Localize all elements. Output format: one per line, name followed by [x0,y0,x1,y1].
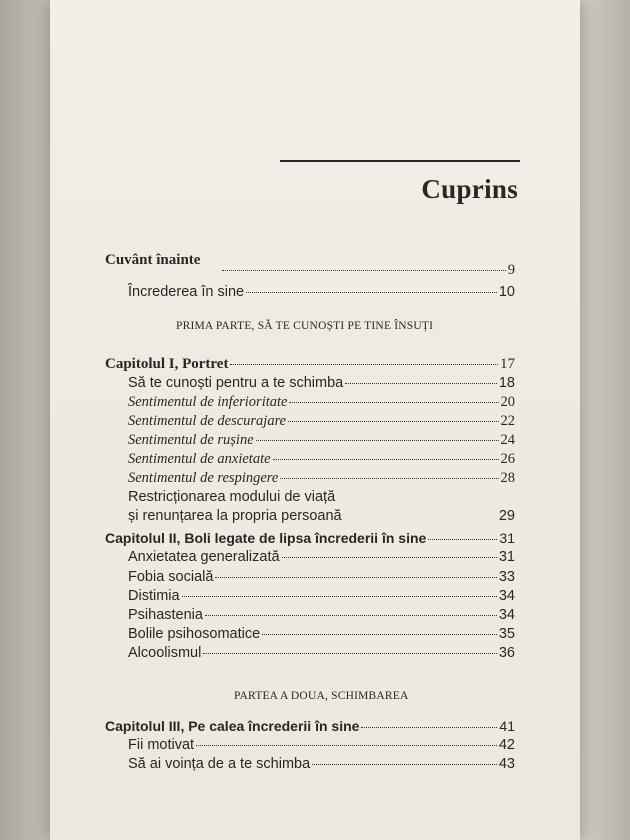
leader-dots [196,745,497,746]
toc-item-page: 34 [498,588,515,604]
toc-item [128,508,515,524]
toc-intro-dots [220,262,515,279]
toc-item-page: 24 [500,432,515,448]
toc-intro-page: 9 [507,262,515,278]
toc-item-page: 20 [500,394,515,410]
toc-item-label: Distimia [128,588,180,604]
leader-dots [230,364,498,365]
toc-chapter-label: Capitolul II, Boli legate de lipsa încrederii în sine [105,530,427,546]
toc-chapter-page: 41 [499,718,515,734]
leader-dots [312,764,497,765]
toc-chapter-page: 31 [499,530,515,546]
toc-item-label: Restricționarea modului de viață [128,489,336,505]
toc-item [128,284,515,300]
toc-item-label: Să te cunoști pentru a te schimba [128,375,344,391]
toc-item [128,413,515,430]
toc-item-label: Fobia socială [128,569,214,585]
toc-item-page: 28 [500,470,515,486]
leader-dots [215,577,496,578]
toc-item-label: Psihastenia [128,607,203,623]
toc-item-label: Fii motivat [128,737,195,753]
leader-dots [273,459,499,460]
leader-dots [262,634,497,635]
leader-dots [203,653,497,654]
leader-dots [289,402,498,403]
toc-item [128,432,515,449]
toc-chapter [105,718,515,734]
toc-item [128,549,515,565]
leader-dots [280,478,498,479]
leader-dots [428,539,497,540]
book-left-edge [0,0,50,840]
toc-item-page: 35 [498,626,515,642]
toc-item [128,756,515,772]
toc-item-page: 18 [498,375,515,391]
title-rule [280,160,520,162]
toc-item [128,375,515,391]
toc-item-page: 26 [500,451,515,467]
toc-item-label: Încrederea în sine [128,284,245,300]
toc-item-label: Sentimentul de inferioritate [128,394,288,410]
toc-item [128,569,515,585]
toc-item-label: Bolile psihosomatice [128,626,261,642]
toc-item-page: 34 [498,607,515,623]
toc-item [128,489,515,505]
toc-item [128,645,515,661]
book-right-edge [580,0,630,840]
toc-item-label: și renunțarea la propria persoană [128,508,342,524]
toc-item [128,451,515,468]
toc-item-page: 43 [498,756,515,772]
toc-item [128,588,515,604]
leader-dots [256,440,499,441]
toc-intro-label: Cuvânt înainte [105,252,201,268]
leader-dots [361,727,497,728]
toc-item-page: 33 [498,569,515,585]
part-heading: PRIMA PARTE, SĂ TE CUNOȘTI PE TINE ÎNSUȚI [176,320,434,332]
toc-item [128,394,515,411]
leader-dots [222,270,506,271]
leader-dots [246,292,497,293]
toc-item [128,470,515,487]
toc-item-label: Sentimentul de anxietate [128,451,271,467]
toc-item-label: Anxietatea generalizată [128,549,280,565]
toc-item-page: 29 [498,508,515,524]
leader-space [344,516,497,517]
toc-item-label: Alcoolismul [128,645,202,661]
toc-item-page: 31 [498,549,515,565]
leader-dots [288,421,498,422]
toc-item [128,626,515,642]
toc-item [128,737,515,753]
part-heading: PARTEA A DOUA, SCHIMBAREA [234,690,409,702]
toc-item-label: Sentimentul de respingere [128,470,279,486]
toc-chapter-page: 17 [500,356,515,372]
toc-item-label: Sentimentul de descurajare [128,413,287,429]
toc-item-page: 10 [498,284,515,300]
leader-dots [345,383,497,384]
toc-item-label: Sentimentul de rușine [128,432,254,448]
toc-item-label: Să ai voința de a te schimba [128,756,311,772]
toc-item-page: 22 [500,413,515,429]
toc-item-page: 42 [498,737,515,753]
toc-chapter-label: Capitolul III, Pe calea încrederii în sine [105,718,360,734]
toc-chapter [105,530,515,546]
leader-dots [282,557,497,558]
page-title: Cuprins [421,174,518,204]
toc-item [128,607,515,623]
toc-item-page: 36 [498,645,515,661]
toc-chapter [105,356,515,373]
leader-dots [205,615,497,616]
toc-chapter-label: Capitolul I, Portret [105,356,229,372]
leader-dots [182,596,497,597]
